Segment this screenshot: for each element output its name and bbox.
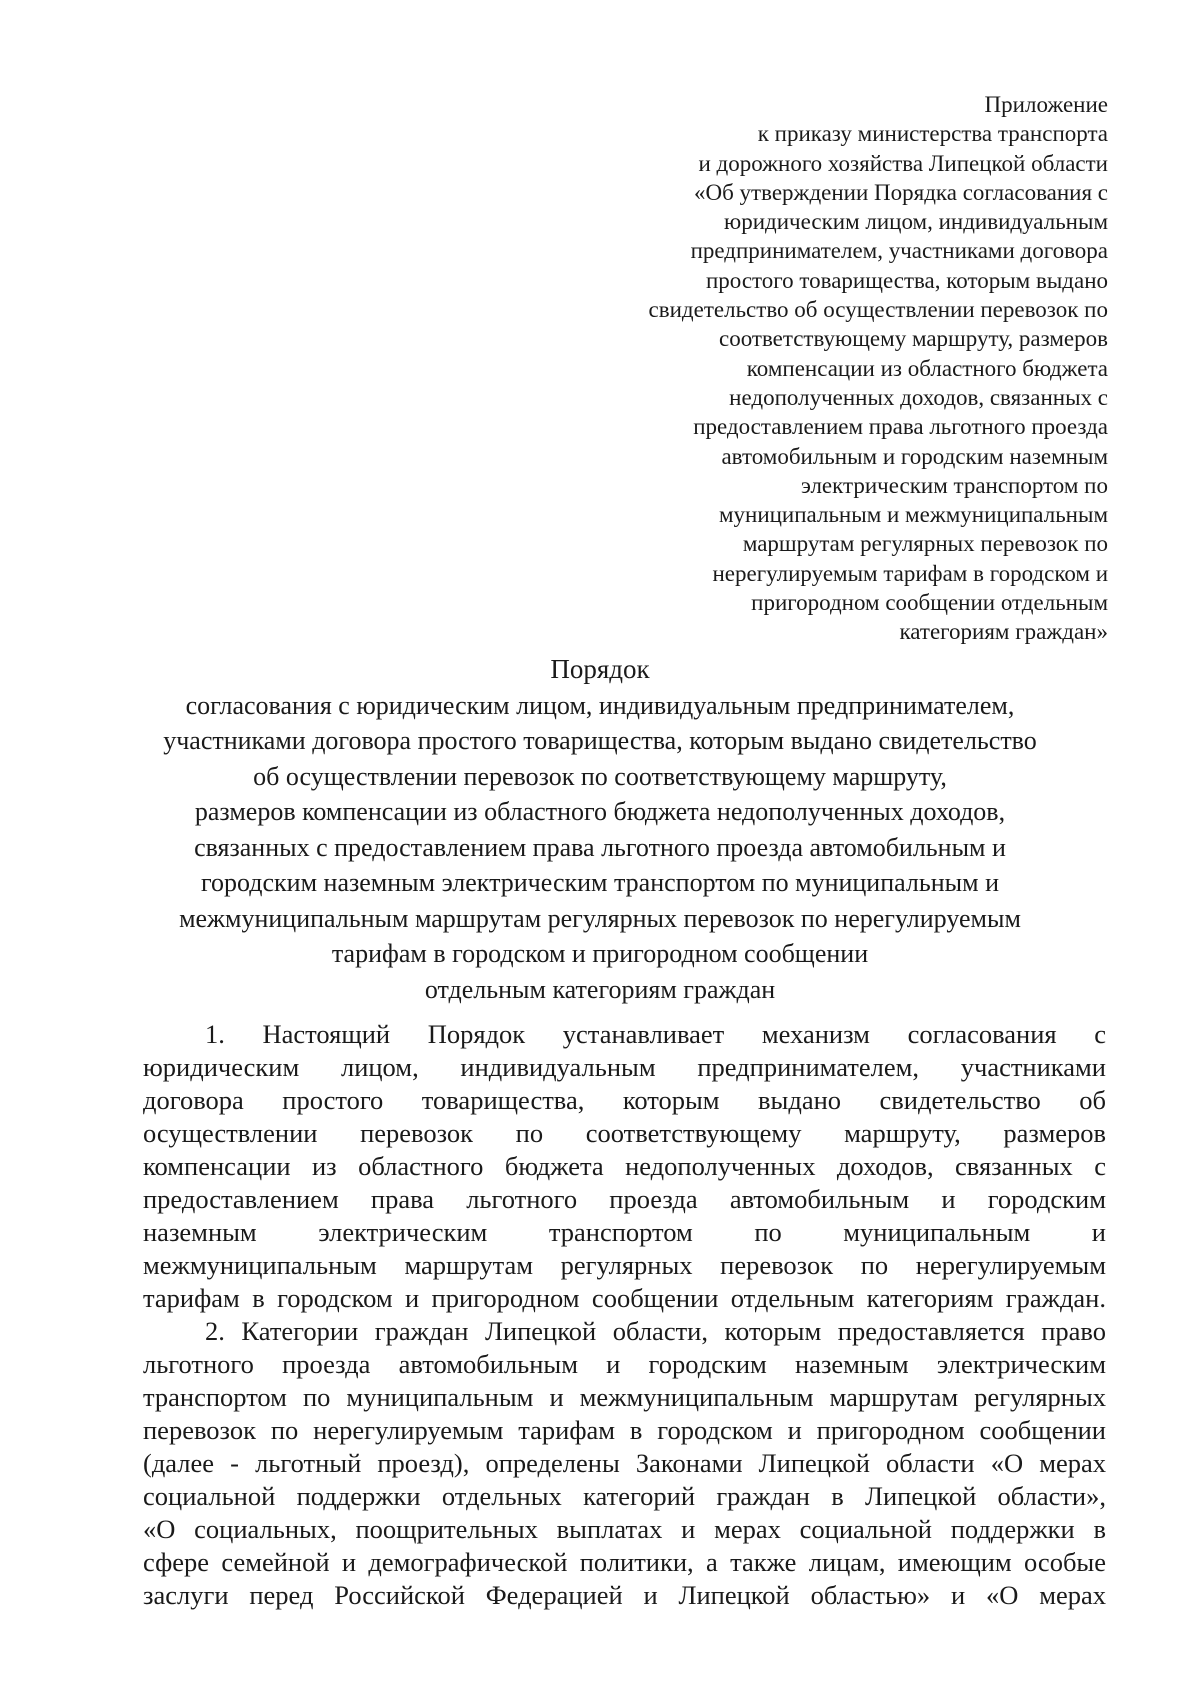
appendix-line: Приложение xyxy=(984,92,1108,117)
appendix-line: пригородном сообщении отдельным xyxy=(751,590,1108,616)
appendix-header xyxy=(588,90,1108,647)
title-line: участниками договора простого товарищества, которым выдано свидетельство xyxy=(163,726,1037,755)
paragraph-line: 1. Настоящий Порядок устанавливает механизм согласования с xyxy=(205,1019,1106,1049)
appendix-line: к приказу министерства транспорта xyxy=(757,121,1108,147)
title-line: межмуниципальным маршрутам регулярных перевозок по нерегулируемым xyxy=(179,903,1021,933)
appendix-line: электрическим транспортом по xyxy=(801,472,1108,498)
paragraph-2 xyxy=(143,1315,1106,1612)
appendix-line: компенсации из областного бюджета xyxy=(746,355,1108,381)
paragraph-line: предоставлением права льготного проезда автомобильным и городским xyxy=(143,1184,1106,1214)
appendix-line: предоставлением права льготного проезда xyxy=(693,414,1108,440)
appendix-line: соответствующему маршруту, размеров xyxy=(718,326,1108,352)
paragraph-line: юридическим лицом, индивидуальным предпринимателем, участниками xyxy=(143,1052,1106,1082)
title-line: об осуществлении перевозок по соответствующему маршруту, xyxy=(253,761,947,791)
paragraph-line: сфере семейной и демографической политики, а также лицам, имеющим особые xyxy=(143,1547,1106,1577)
document-heading: Порядок xyxy=(550,654,650,684)
paragraph-1 xyxy=(143,1018,1106,1315)
paragraph-line: компенсации из областного бюджета недополученных доходов, связанных с xyxy=(143,1151,1106,1181)
appendix-line: свидетельство об осуществлении перевозок по xyxy=(648,297,1108,323)
paragraph-line: наземным электрическим транспортом по муниципальным и xyxy=(143,1217,1106,1247)
appendix-line: муниципальным и межмуниципальным xyxy=(718,502,1108,528)
appendix-line: предпринимателем, участниками договора xyxy=(690,238,1108,264)
paragraph-line: осуществлении перевозок по соответствующему маршруту, размеров xyxy=(143,1118,1106,1148)
paragraph-line: «О социальных, поощрительных выплатах и мерах социальной поддержки в xyxy=(143,1514,1106,1544)
paragraph-line: перевозок по нерегулируемым тарифам в городском и пригородном сообщении xyxy=(143,1415,1106,1445)
appendix-line: маршрутам регулярных перевозок по xyxy=(742,531,1108,557)
appendix-line: недополученных доходов, связанных с xyxy=(729,384,1108,410)
paragraph-line: договора простого товарищества, которым выдано свидетельство об xyxy=(143,1085,1106,1115)
title-line: связанных с предоставлением права льготного проезда автомобильным и xyxy=(194,832,1006,862)
appendix-line: и дорожного хозяйства Липецкой области xyxy=(698,150,1108,176)
appendix-line: автомобильным и городским наземным xyxy=(721,443,1108,469)
paragraph-line: 2. Категории граждан Липецкой области, которым предоставляется право xyxy=(205,1316,1106,1346)
paragraph-line: льготного проезда автомобильным и городским наземным электрическим xyxy=(143,1349,1106,1379)
title-line: городским наземным электрическим транспортом по муниципальным и xyxy=(201,868,999,897)
document-body xyxy=(143,1018,1106,1612)
title-line: размеров компенсации из областного бюджета недополученных доходов, xyxy=(194,797,1006,826)
title-line: отдельным категориям граждан xyxy=(424,974,776,1004)
appendix-line: категориям граждан» xyxy=(899,619,1108,645)
paragraph-line: межмуниципальным маршрутам регулярных перевозок по нерегулируемым xyxy=(143,1250,1106,1280)
title-line: согласования с юридическим лицом, индивидуальным предпринимателем, xyxy=(185,690,1015,720)
appendix-line: нерегулируемым тарифам в городском и xyxy=(712,560,1108,586)
appendix-line: «Об утверждении Порядка согласования с xyxy=(694,179,1108,205)
title-line: тарифам в городском и пригородном сообщении xyxy=(331,939,869,968)
paragraph-line: транспортом по муниципальным и межмуниципальным маршрутам регулярных xyxy=(143,1382,1106,1412)
paragraph-line: (далее - льготный проезд), определены Законами Липецкой области «О мерах xyxy=(143,1448,1106,1478)
paragraph-line: заслуги перед Российской Федерацией и Липецкой областью» и «О мерах xyxy=(143,1580,1106,1610)
appendix-line: юридическим лицом, индивидуальным xyxy=(724,209,1108,235)
paragraph-line: социальной поддержки отдельных категорий граждан в Липецкой области», xyxy=(143,1481,1106,1511)
appendix-line: простого товарищества, которым выдано xyxy=(705,267,1108,293)
document-title-block xyxy=(100,652,1100,1007)
paragraph-line: тарифам в городском и пригородном сообщении отдельным категориям граждан. xyxy=(143,1283,1106,1313)
